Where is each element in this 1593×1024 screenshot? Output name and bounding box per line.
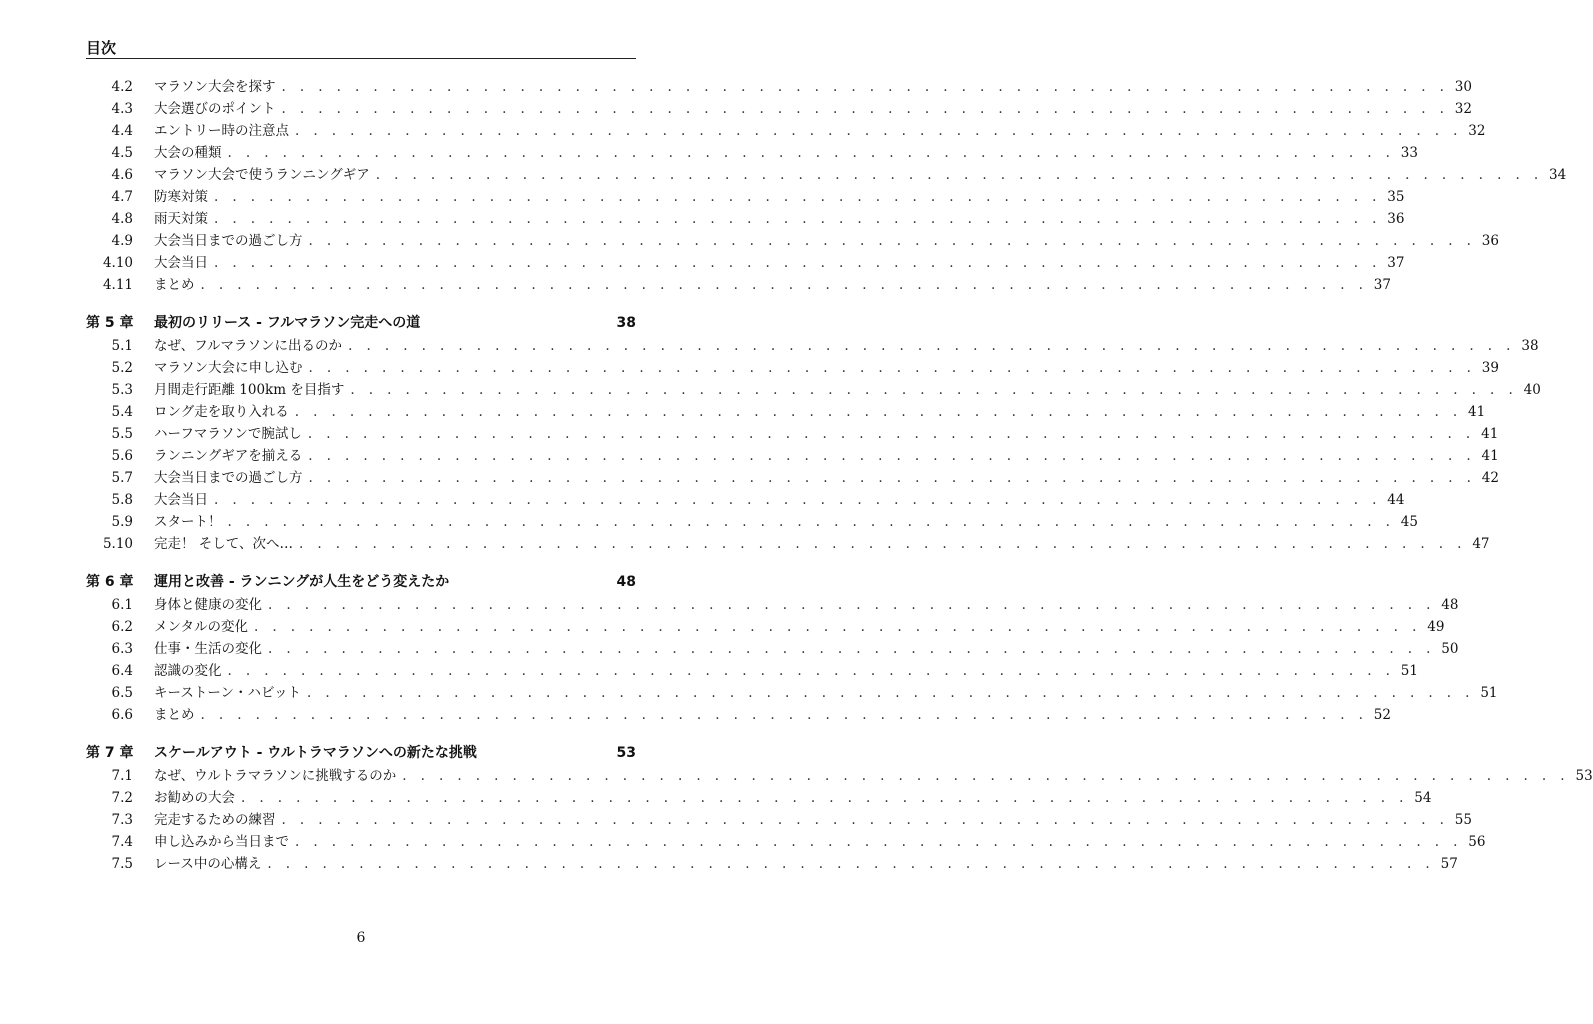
section-title: 完走するための練習 xyxy=(154,812,276,828)
toc-entry[interactable] xyxy=(86,704,1391,726)
section-title: 大会当日までの過ごし方 xyxy=(154,233,303,249)
section-number: 4.8 xyxy=(111,211,133,227)
section-page: 49 xyxy=(1427,619,1445,635)
section-title: ランニングギアを揃える xyxy=(154,448,303,464)
section-title: 身体と健康の変化 xyxy=(154,597,262,613)
section-title: 申し込みから当日まで xyxy=(154,834,289,850)
section-title: 大会当日までの過ごし方 xyxy=(154,470,303,486)
page-header-title: 目次 xyxy=(86,39,117,57)
section-page: 36 xyxy=(1387,211,1405,227)
section-title: レース中の心構え xyxy=(154,856,262,872)
dot-leader: . . . . . . . . . . . . . . . . . . . . . . . . . . . . . . . . . . . . . . . . . . . . . . . . . . . . . . . . . . . . . . . . xyxy=(268,641,1436,657)
toc-entry[interactable] xyxy=(86,853,1458,875)
section-number: 5.10 xyxy=(102,536,133,552)
dot-leader: . . . . . . . . . . . . . . . . . . . . . . . . . . . . . . . . . . . . . . . . . . . . . . . . . . . . . . . . . . . . . . . . xyxy=(281,79,1449,95)
section-number: 7.4 xyxy=(111,834,133,850)
section-number: 5.7 xyxy=(111,470,133,486)
section-number: 7.5 xyxy=(111,856,133,872)
dot-leader: . . . . . . . . . . . . . . . . . . . . . . . . . . . . . . . . . . . . . . . . . . . . . . . . . . . . . . . . . . . . . . . . xyxy=(227,663,1395,679)
dot-leader: . . . . . . . . . . . . . . . . . . . . . . . . . . . . . . . . . . . . . . . . . . . . . . . . . . . . . . . . . . . . . . . . xyxy=(295,123,1463,139)
section-title: スタート！ xyxy=(154,514,222,530)
section-title: 大会選びのポイント xyxy=(154,101,276,117)
section-page: 41 xyxy=(1481,448,1499,464)
section-number: 4.2 xyxy=(111,79,133,95)
dot-leader: . . . . . . . . . . . . . . . . . . . . . . . . . . . . . . . . . . . . . . . . . . . . . . . . . . . . . . . . . . . . . . . . xyxy=(299,536,1467,552)
section-title: マラソン大会で使うランニングギア xyxy=(154,167,370,183)
section-title: マラソン大会を探す xyxy=(154,79,276,95)
dot-leader: . . . . . . . . . . . . . . . . . . . . . . . . . . . . . . . . . . . . . . . . . . . . . . . . . . . . . . . . . . . . . . . . xyxy=(295,834,1463,850)
section-title: キーストーン・ハビット xyxy=(154,685,302,701)
chapter-number: 第 5 章 xyxy=(86,315,134,331)
toc-entry[interactable] xyxy=(86,208,1405,230)
section-number: 5.1 xyxy=(111,338,133,354)
section-number: 6.5 xyxy=(111,685,133,701)
dot-leader: . . . . . . . . . . . . . . . . . . . . . . . . . . . . . . . . . . . . . . . . . . . . . . . . . . . . . . . . . . . . . . . . xyxy=(227,514,1395,530)
chapter-heading[interactable] xyxy=(86,311,636,335)
section-page: 56 xyxy=(1468,834,1486,850)
section-page: 42 xyxy=(1481,470,1499,486)
toc-entry[interactable] xyxy=(86,98,1472,120)
section-title: 大会当日 xyxy=(154,492,208,508)
dot-leader: . . . . . . . . . . . . . . . . . . . . . . . . . . . . . . . . . . . . . . . . . . . . . . . . . . . . . . . . . . . . . . . . xyxy=(308,233,1476,249)
section-page: 50 xyxy=(1441,641,1459,657)
toc-entry[interactable] xyxy=(86,594,1459,616)
toc-entry[interactable] xyxy=(86,467,1499,489)
section-page: 51 xyxy=(1480,685,1498,701)
chapter-heading[interactable] xyxy=(86,570,636,594)
chapter-title: 運用と改善 - ランニングが人生をどう変えたか xyxy=(154,574,450,590)
chapter-title: スケールアウト - ウルトラマラソンへの新たな挑戦 xyxy=(154,745,477,761)
dot-leader: . . . . . . . . . . . . . . . . . . . . . . . . . . . . . . . . . . . . . . . . . . . . . . . . . . . . . . . . . . . . . . . . xyxy=(281,812,1449,828)
section-number: 4.6 xyxy=(111,167,133,183)
toc-entry[interactable] xyxy=(86,511,1418,533)
toc-entry[interactable] xyxy=(86,252,1405,274)
toc-entry[interactable] xyxy=(86,765,1593,787)
toc-entry[interactable] xyxy=(86,379,1541,401)
section-page: 52 xyxy=(1373,707,1391,723)
section-page: 45 xyxy=(1400,514,1418,530)
section-number: 4.11 xyxy=(102,277,133,293)
toc-entry[interactable] xyxy=(86,616,1445,638)
toc-entry[interactable] xyxy=(86,186,1405,208)
chapter-number: 第 7 章 xyxy=(86,745,134,761)
dot-leader: . . . . . . . . . . . . . . . . . . . . . . . . . . . . . . . . . . . . . . . . . . . . . . . . . . . . . . . . . . . . . . . . xyxy=(214,255,1382,271)
dot-leader: . . . . . . . . . . . . . . . . . . . . . . . . . . . . . . . . . . . . . . . . . . . . . . . . . . . . . . . . . . . . . . . . xyxy=(402,768,1570,784)
dot-leader: . . . . . . . . . . . . . . . . . . . . . . . . . . . . . . . . . . . . . . . . . . . . . . . . . . . . . . . . . . . . . . . . xyxy=(253,619,1422,635)
section-title: 認識の変化 xyxy=(154,663,222,679)
dot-leader: . . . . . . . . . . . . . . . . . . . . . . . . . . . . . . . . . . . . . . . . . . . . . . . . . . . . . . . . . . . . . . . . xyxy=(200,707,1368,723)
section-number: 6.1 xyxy=(111,597,133,613)
dot-leader: . . . . . . . . . . . . . . . . . . . . . . . . . . . . . . . . . . . . . . . . . . . . . . . . . . . . . . . . . . . . . . . . xyxy=(294,404,1463,420)
section-number: 5.9 xyxy=(111,514,133,530)
toc-entry[interactable] xyxy=(86,638,1459,660)
toc-entry[interactable] xyxy=(86,682,1498,704)
section-title: 防寒対策 xyxy=(154,189,208,205)
dot-leader: . . . . . . . . . . . . . . . . . . . . . . . . . . . . . . . . . . . . . . . . . . . . . . . . . . . . . . . . . . . . . . . . xyxy=(350,382,1518,398)
section-title: 雨天対策 xyxy=(154,211,208,227)
section-title: なぜ、ウルトラマラソンに挑戦するのか xyxy=(154,768,397,784)
section-page: 36 xyxy=(1481,233,1499,249)
section-title: まとめ xyxy=(154,707,195,723)
toc-entry[interactable] xyxy=(86,335,1539,357)
dot-leader: . . . . . . . . . . . . . . . . . . . . . . . . . . . . . . . . . . . . . . . . . . . . . . . . . . . . . . . . . . . . . . . . xyxy=(214,189,1382,205)
section-page: 57 xyxy=(1440,856,1458,872)
section-number: 5.4 xyxy=(111,404,133,420)
section-number: 4.4 xyxy=(111,123,133,139)
section-number: 4.10 xyxy=(102,255,133,271)
dot-leader: . . . . . . . . . . . . . . . . . . . . . . . . . . . . . . . . . . . . . . . . . . . . . . . . . . . . . . . . . . . . . . . . xyxy=(308,470,1476,486)
toc-entry[interactable] xyxy=(86,831,1486,853)
section-number: 7.1 xyxy=(111,768,133,784)
section-number: 5.2 xyxy=(111,360,133,376)
section-page: 41 xyxy=(1481,426,1499,442)
section-page: 54 xyxy=(1414,790,1432,806)
section-number: 7.3 xyxy=(111,812,133,828)
toc-entry[interactable] xyxy=(86,142,1418,164)
dot-leader: . . . . . . . . . . . . . . . . . . . . . . . . . . . . . . . . . . . . . . . . . . . . . . . . . . . . . . . . . . . . . . . . xyxy=(268,597,1436,613)
section-page: 37 xyxy=(1387,255,1405,271)
section-page: 38 xyxy=(1521,338,1539,354)
section-title: 仕事・生活の変化 xyxy=(154,641,262,657)
section-page: 39 xyxy=(1481,360,1499,376)
toc-entry[interactable] xyxy=(86,164,1567,186)
section-title: なぜ、フルマラソンに出るのか xyxy=(154,338,343,354)
section-page: 41 xyxy=(1468,404,1486,420)
dot-leader: . . . . . . . . . . . . . . . . . . . . . . . . . . . . . . . . . . . . . . . . . . . . . . . . . . . . . . . . . . . . . . . . xyxy=(281,101,1449,117)
dot-leader: . . . . . . . . . . . . . . . . . . . . . . . . . . . . . . . . . . . . . . . . . . . . . . . . . . . . . . . . . . . . . . . . xyxy=(308,448,1476,464)
section-page: 32 xyxy=(1454,101,1472,117)
section-page: 47 xyxy=(1472,536,1490,552)
toc-entry[interactable] xyxy=(86,660,1418,682)
dot-leader: . . . . . . . . . . . . . . . . . . . . . . . . . . . . . . . . . . . . . . . . . . . . . . . . . . . . . . . . . . . . . . . . xyxy=(307,685,1475,701)
dot-leader: . . . . . . . . . . . . . . . . . . . . . . . . . . . . . . . . . . . . . . . . . . . . . . . . . . . . . . . . . . . . . . . . xyxy=(267,856,1435,872)
toc-entry[interactable] xyxy=(86,274,1391,296)
section-page: 32 xyxy=(1468,123,1486,139)
toc-entry[interactable] xyxy=(86,445,1499,467)
section-title: ロング走を取り入れる xyxy=(154,404,289,420)
section-number: 5.5 xyxy=(111,426,133,442)
section-number: 6.4 xyxy=(111,663,133,679)
section-page: 44 xyxy=(1387,492,1405,508)
toc-entry[interactable] xyxy=(86,357,1499,379)
section-page: 35 xyxy=(1387,189,1405,205)
section-title: 完走！ そして、次へ… xyxy=(154,536,294,552)
section-page: 33 xyxy=(1400,145,1418,161)
section-title: まとめ xyxy=(154,277,195,293)
section-number: 4.9 xyxy=(111,233,133,249)
toc-entry[interactable] xyxy=(86,533,1490,555)
table-of-contents xyxy=(86,76,1593,875)
section-number: 4.3 xyxy=(111,101,133,117)
section-page: 51 xyxy=(1400,663,1418,679)
section-title: エントリー時の注意点 xyxy=(154,123,289,139)
section-page: 34 xyxy=(1549,167,1567,183)
section-number: 5.6 xyxy=(111,448,133,464)
section-number: 4.5 xyxy=(111,145,133,161)
section-title: 大会の種類 xyxy=(154,145,222,161)
section-title: マラソン大会に申し込む xyxy=(154,360,303,376)
section-number: 6.2 xyxy=(111,619,133,635)
dot-leader: . . . . . . . . . . . . . . . . . . . . . . . . . . . . . . . . . . . . . . . . . . . . . . . . . . . . . . . . . . . . . . . . xyxy=(214,492,1382,508)
section-title: 月間走行距離 100km を目指す xyxy=(154,382,345,398)
chapter-number: 第 6 章 xyxy=(86,574,134,590)
header-rule xyxy=(86,58,636,59)
dot-leader: . . . . . . . . . . . . . . . . . . . . . . . . . . . . . . . . . . . . . . . . . . . . . . . . . . . . . . . . . . . . . . . . xyxy=(241,790,1409,806)
section-number: 7.2 xyxy=(111,790,133,806)
section-page: 37 xyxy=(1373,277,1391,293)
chapter-heading[interactable] xyxy=(86,741,636,765)
toc-entry[interactable] xyxy=(86,423,1499,445)
toc-entry[interactable] xyxy=(86,230,1499,252)
dot-leader: . . . . . . . . . . . . . . . . . . . . . . . . . . . . . . . . . . . . . . . . . . . . . . . . . . . . . . . . . . . . . . . . xyxy=(307,426,1476,442)
chapter-title: 最初のリリース - フルマラソン完走への道 xyxy=(154,315,421,331)
section-number: 4.7 xyxy=(111,189,133,205)
section-page: 40 xyxy=(1523,382,1541,398)
section-number: 6.6 xyxy=(111,707,133,723)
section-page: 55 xyxy=(1454,812,1472,828)
chapter-page: 48 xyxy=(616,574,636,590)
dot-leader: . . . . . . . . . . . . . . . . . . . . . . . . . . . . . . . . . . . . . . . . . . . . . . . . . . . . . . . . . . . . . . . . xyxy=(200,277,1368,293)
dot-leader: . . . . . . . . . . . . . . . . . . . . . . . . . . . . . . . . . . . . . . . . . . . . . . . . . . . . . . . . . . . . . . . . xyxy=(308,360,1476,376)
section-title: 大会当日 xyxy=(154,255,208,271)
toc-entry[interactable] xyxy=(86,120,1486,142)
dot-leader: . . . . . . . . . . . . . . . . . . . . . . . . . . . . . . . . . . . . . . . . . . . . . . . . . . . . . . . . . . . . . . . . xyxy=(214,211,1382,227)
dot-leader: . . . . . . . . . . . . . . . . . . . . . . . . . . . . . . . . . . . . . . . . . . . . . . . . . . . . . . . . . . . . . . . . xyxy=(375,167,1544,183)
section-page: 53 xyxy=(1575,768,1593,784)
section-title: お勧めの大会 xyxy=(154,790,235,806)
section-title: メンタルの変化 xyxy=(154,619,248,635)
toc-entry[interactable] xyxy=(86,489,1405,511)
dot-leader: . . . . . . . . . . . . . . . . . . . . . . . . . . . . . . . . . . . . . . . . . . . . . . . . . . . . . . . . . . . . . . . . xyxy=(227,145,1395,161)
dot-leader: . . . . . . . . . . . . . . . . . . . . . . . . . . . . . . . . . . . . . . . . . . . . . . . . . . . . . . . . . . . . . . . . xyxy=(348,338,1516,354)
toc-entry[interactable] xyxy=(86,787,1432,809)
section-page: 48 xyxy=(1441,597,1459,613)
toc-entry[interactable] xyxy=(86,809,1472,831)
section-number: 5.3 xyxy=(111,382,133,398)
section-number: 6.3 xyxy=(111,641,133,657)
toc-entry[interactable] xyxy=(86,76,1472,98)
section-page: 30 xyxy=(1454,79,1472,95)
section-number: 5.8 xyxy=(111,492,133,508)
chapter-page: 53 xyxy=(616,745,636,761)
section-title: ハーフマラソンで腕試し xyxy=(154,426,302,442)
page-number: 6 xyxy=(356,930,366,946)
toc-entry[interactable] xyxy=(86,401,1486,423)
chapter-page: 38 xyxy=(616,315,636,331)
